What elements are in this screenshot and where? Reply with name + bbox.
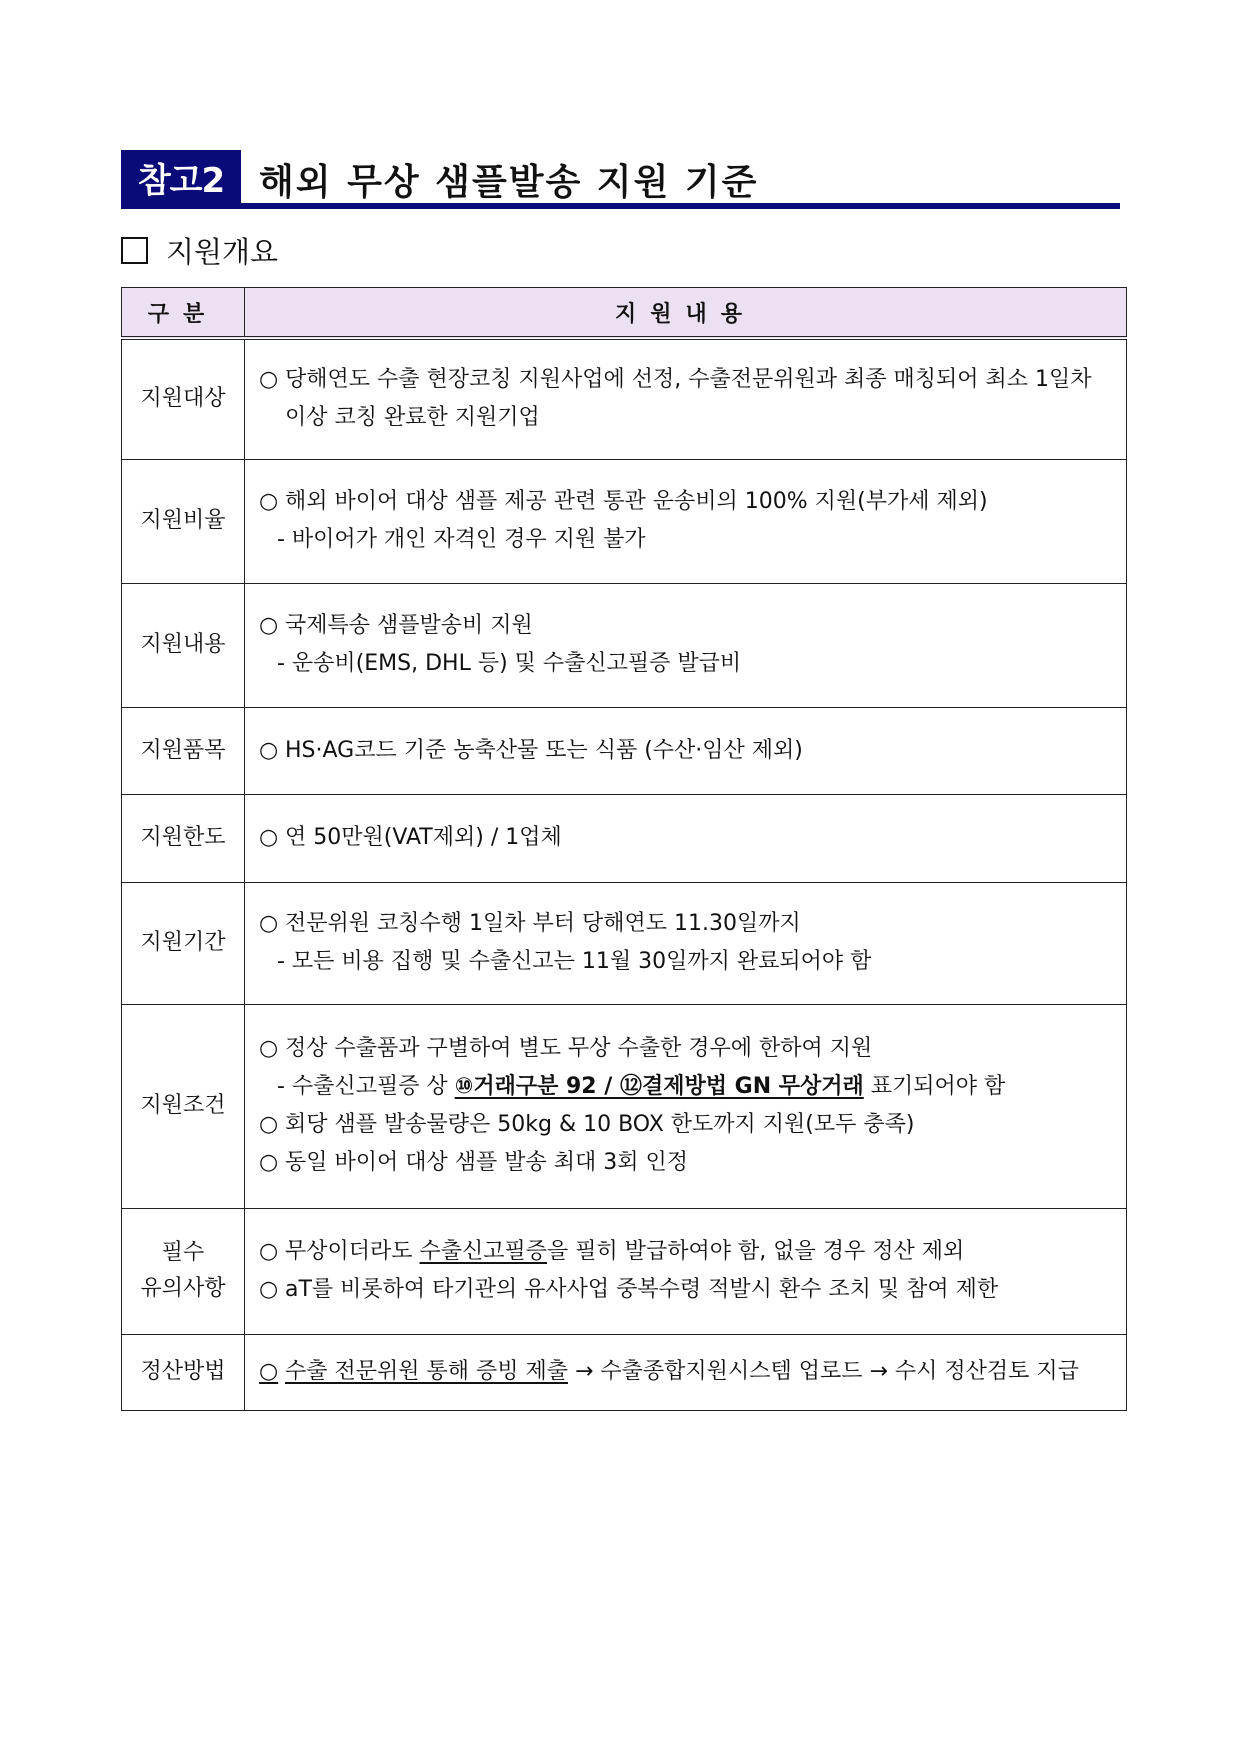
section-label: 지원개요 — [166, 235, 279, 269]
row-label: 지원한도 — [122, 794, 245, 882]
bullet-circle-icon: ○ — [259, 1150, 279, 1175]
checkbox-square-icon — [121, 237, 148, 264]
list-item: ○ aT를 비롯하여 타기관의 유사사업 중복수령 적발시 환수 조치 및 참여 제한 — [259, 1271, 1116, 1309]
bullet-circle-icon: ○ — [259, 825, 279, 850]
row-content — [245, 794, 1127, 882]
row-label: 지원기간 — [122, 882, 245, 1004]
table-header-row — [122, 288, 1127, 339]
page-header — [121, 150, 1120, 208]
list-item: ○ 동일 바이어 대상 샘플 발송 최대 3회 인정 — [259, 1144, 1116, 1182]
column-header-category: 구분 — [122, 288, 245, 339]
bullet-circle-icon: ○ — [259, 1239, 279, 1264]
list-item-continued: 이상 코칭 완료한 지원기업 — [285, 405, 540, 431]
reference-badge: 참고2 — [121, 150, 241, 205]
row-label: 필수 유의사항 — [122, 1208, 245, 1334]
list-item: ○ HS·AG코드 기준 농축산물 또는 식품 (수산·임산 제외) — [259, 732, 1116, 770]
row-content — [245, 459, 1127, 583]
list-item: ○ 해외 바이어 대상 샘플 제공 관련 통관 운송비의 100% 지원(부가세 제외) — [259, 483, 1116, 521]
table-row — [122, 882, 1127, 1004]
row-label: 정산방법 — [122, 1334, 245, 1410]
column-header-content: 지원내용 — [245, 288, 1127, 339]
bullet-circle-icon: ○ — [259, 1277, 279, 1302]
list-item: ○ 당해연도 수출 현장코칭 지원사업에 선정, 수출전문위원과 최종 매칭되어 최소 1일차 — [259, 361, 1116, 399]
table-row — [122, 1208, 1127, 1334]
sub-item: - 바이어가 개인 자격인 경우 지원 불가 — [277, 527, 646, 552]
bullet-circle-icon: ○ — [259, 1112, 279, 1137]
list-item: ○ 국제특송 샘플발송비 지원 — [259, 607, 1116, 645]
row-label: 지원대상 — [122, 338, 245, 459]
row-content — [245, 882, 1127, 1004]
section-heading — [121, 230, 278, 271]
bullet-circle-icon: ○ — [259, 1359, 279, 1384]
table-row — [122, 1004, 1127, 1208]
export-certificate-emphasis: 수출신고필증 — [419, 1239, 548, 1264]
title-underline — [121, 203, 1120, 209]
table-row — [122, 794, 1127, 882]
sub-item: - 수출신고필증 상 ⑩거래구분 92 / ⑫결제방법 GN 무상거래 표기되어야 함 — [277, 1074, 1006, 1099]
trade-type-emphasis: ⑩거래구분 92 / ⑫결제방법 GN 무상거래 — [454, 1074, 864, 1099]
bullet-circle-icon: ○ — [259, 367, 279, 393]
table-row — [122, 707, 1127, 794]
table-row — [122, 338, 1127, 459]
list-item: ○ 수출 전문위원 통해 증빙 제출 → 수출종합지원시스템 업로드 → 수시 정산검토 지급 — [259, 1353, 1116, 1391]
table-row — [122, 459, 1127, 583]
page-title: 해외 무상 샘플발송 지원 기준 — [259, 162, 759, 203]
list-item: ○ 정상 수출품과 구별하여 별도 무상 수출한 경우에 한하여 지원 — [259, 1030, 1116, 1068]
row-content — [245, 583, 1127, 707]
submit-evidence-emphasis: 수출 전문위원 통해 증빙 제출 — [285, 1359, 568, 1384]
support-overview-table — [121, 287, 1127, 1411]
row-content — [245, 338, 1127, 459]
row-label: 지원조건 — [122, 1004, 245, 1208]
bullet-circle-icon: ○ — [259, 1036, 279, 1061]
list-item: ○ 무상이더라도 수출신고필증을 필히 발급하여야 함, 없을 경우 정산 제외 — [259, 1233, 1116, 1271]
bullet-circle-icon: ○ — [259, 911, 279, 936]
bullet-circle-icon: ○ — [259, 489, 279, 514]
list-item: ○ 연 50만원(VAT제외) / 1업체 — [259, 819, 1116, 857]
row-label: 지원내용 — [122, 583, 245, 707]
row-label: 지원품목 — [122, 707, 245, 794]
row-content — [245, 1334, 1127, 1410]
row-content — [245, 1208, 1127, 1334]
row-label: 지원비율 — [122, 459, 245, 583]
row-content — [245, 1004, 1127, 1208]
sub-item: - 운송비(EMS, DHL 등) 및 수출신고필증 발급비 — [277, 651, 742, 676]
bullet-circle-icon: ○ — [259, 613, 279, 638]
list-item: ○ 회당 샘플 발송물량은 50kg & 10 BOX 한도까지 지원(모두 충족) — [259, 1106, 1116, 1144]
sub-item: - 모든 비용 집행 및 수출신고는 11월 30일까지 완료되어야 함 — [277, 949, 872, 974]
row-content — [245, 707, 1127, 794]
table-row — [122, 1334, 1127, 1410]
table-row — [122, 583, 1127, 707]
bullet-circle-icon: ○ — [259, 737, 279, 763]
list-item: ○ 전문위원 코칭수행 1일차 부터 당해연도 11.30일까지 — [259, 905, 1116, 943]
